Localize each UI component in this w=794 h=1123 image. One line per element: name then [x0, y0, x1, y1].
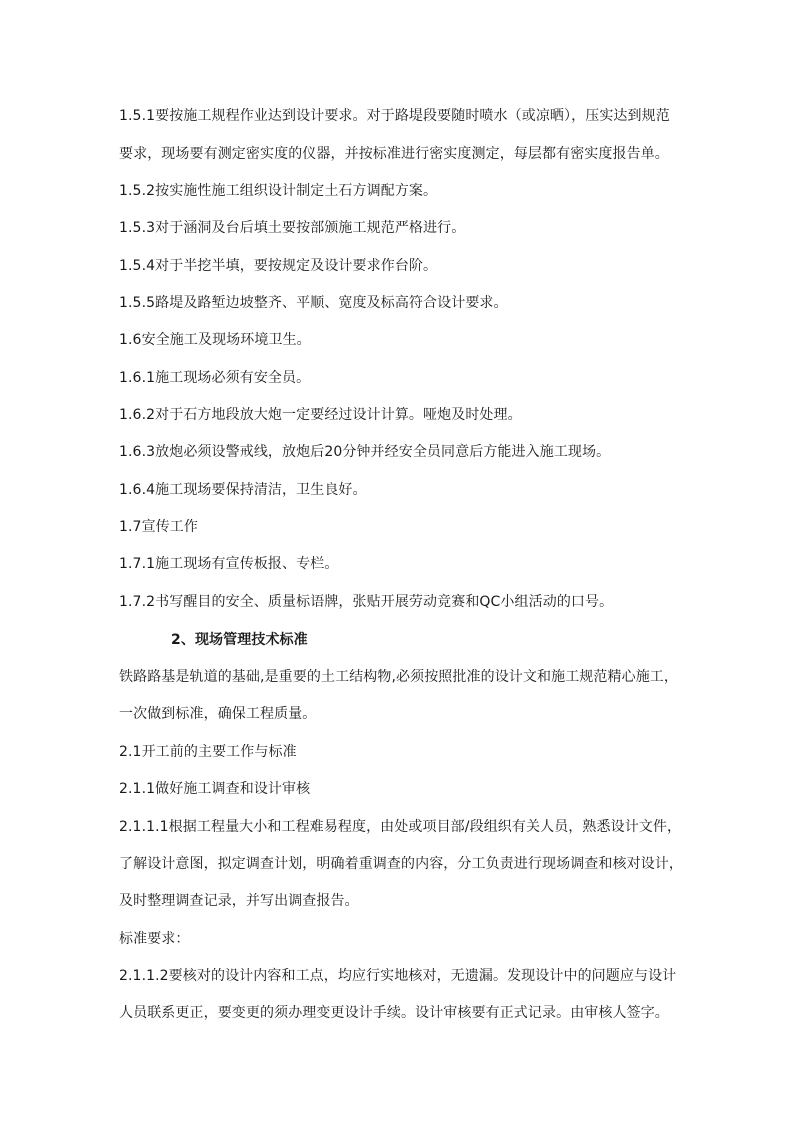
section-2-heading: 2、现场管理技术标准	[171, 632, 308, 648]
paragraph-1-7-2: 1.7.2书写醒目的安全、质量标语牌，张贴开展劳动竞赛和QC小组活动的口号。	[119, 594, 614, 610]
paragraph-2-1-1-2-line-1: 2.1.1.2要核对的设计内容和工点，均应行实地核对，无遗漏。发现设计中的问题应与设计	[119, 968, 677, 984]
section-1-7-title: 1.7宣传工作	[119, 519, 198, 535]
standard-requirements-label: 标准要求：	[119, 931, 190, 947]
paragraph-2-1-1-1-line-3: 及时整理调查记录，并写出调查报告。	[119, 893, 359, 909]
paragraph-2-1-1-2-line-2: 人员联系更正，要变更的须办理变更设计手续。设计审核要有正式记录。由审核人签字。	[119, 1005, 669, 1021]
section-2-1-1-title: 2.1.1做好施工调查和设计审核	[119, 781, 311, 797]
section-2-1-title: 2.1开工前的主要工作与标准	[119, 744, 297, 760]
paragraph-1-5-1-line-2: 要求，现场要有测定密实度的仪器，并按标准进行密实度测定，每层都有密实度报告单。	[119, 146, 669, 162]
paragraph-2-intro-line-2: 一次做到标准，确保工程质量。	[119, 706, 317, 722]
paragraph-1-6-2: 1.6.2对于石方地段放大炮一定要经过设计计算。哑炮及时处理。	[119, 407, 522, 423]
paragraph-1-5-1-line-1: 1.5.1要按施工规程作业达到设计要求。对于路堤段要随时喷水（或凉晒），压实达到规范	[119, 108, 670, 124]
paragraph-1-5-3: 1.5.3对于涵洞及台后填土要按部颁施工规范严格进行。	[119, 220, 466, 236]
paragraph-2-intro-line-1: 铁路路基是轨道的基础,是重要的土工结构物,必须按照批准的设计文和施工规范精心施工，	[119, 669, 678, 685]
section-1-6-title: 1.6安全施工及现场环境卫生。	[119, 332, 311, 348]
paragraph-1-6-4: 1.6.4施工现场要保持清洁，卫生良好。	[119, 482, 367, 498]
paragraph-1-7-1: 1.7.1施工现场有宣传板报、专栏。	[119, 556, 339, 572]
paragraph-2-1-1-1-line-1: 2.1.1.1根据工程量大小和工程难易程度，由处或项目部/段组织有关人员，熟悉设计文件，	[119, 819, 682, 835]
paragraph-1-6-1: 1.6.1施工现场必须有安全员。	[119, 370, 311, 386]
paragraph-1-5-5: 1.5.5路堤及路堑边坡整齐、平顺、宽度及标高符合设计要求。	[119, 295, 508, 311]
paragraph-2-1-1-1-line-2: 了解设计意图，拟定调查计划，明确着重调查的内容，分工负责进行现场调查和核对设计，	[119, 856, 683, 872]
paragraph-1-5-2: 1.5.2按实施性施工组织设计制定土石方调配方案。	[119, 183, 438, 199]
paragraph-1-6-3: 1.6.3放炮必须设警戒线，放炮后20分钟并经安全员同意后方能进入施工现场。	[119, 444, 611, 460]
paragraph-1-5-4: 1.5.4对于半挖半填，要按规定及设计要求作台阶。	[119, 258, 438, 274]
